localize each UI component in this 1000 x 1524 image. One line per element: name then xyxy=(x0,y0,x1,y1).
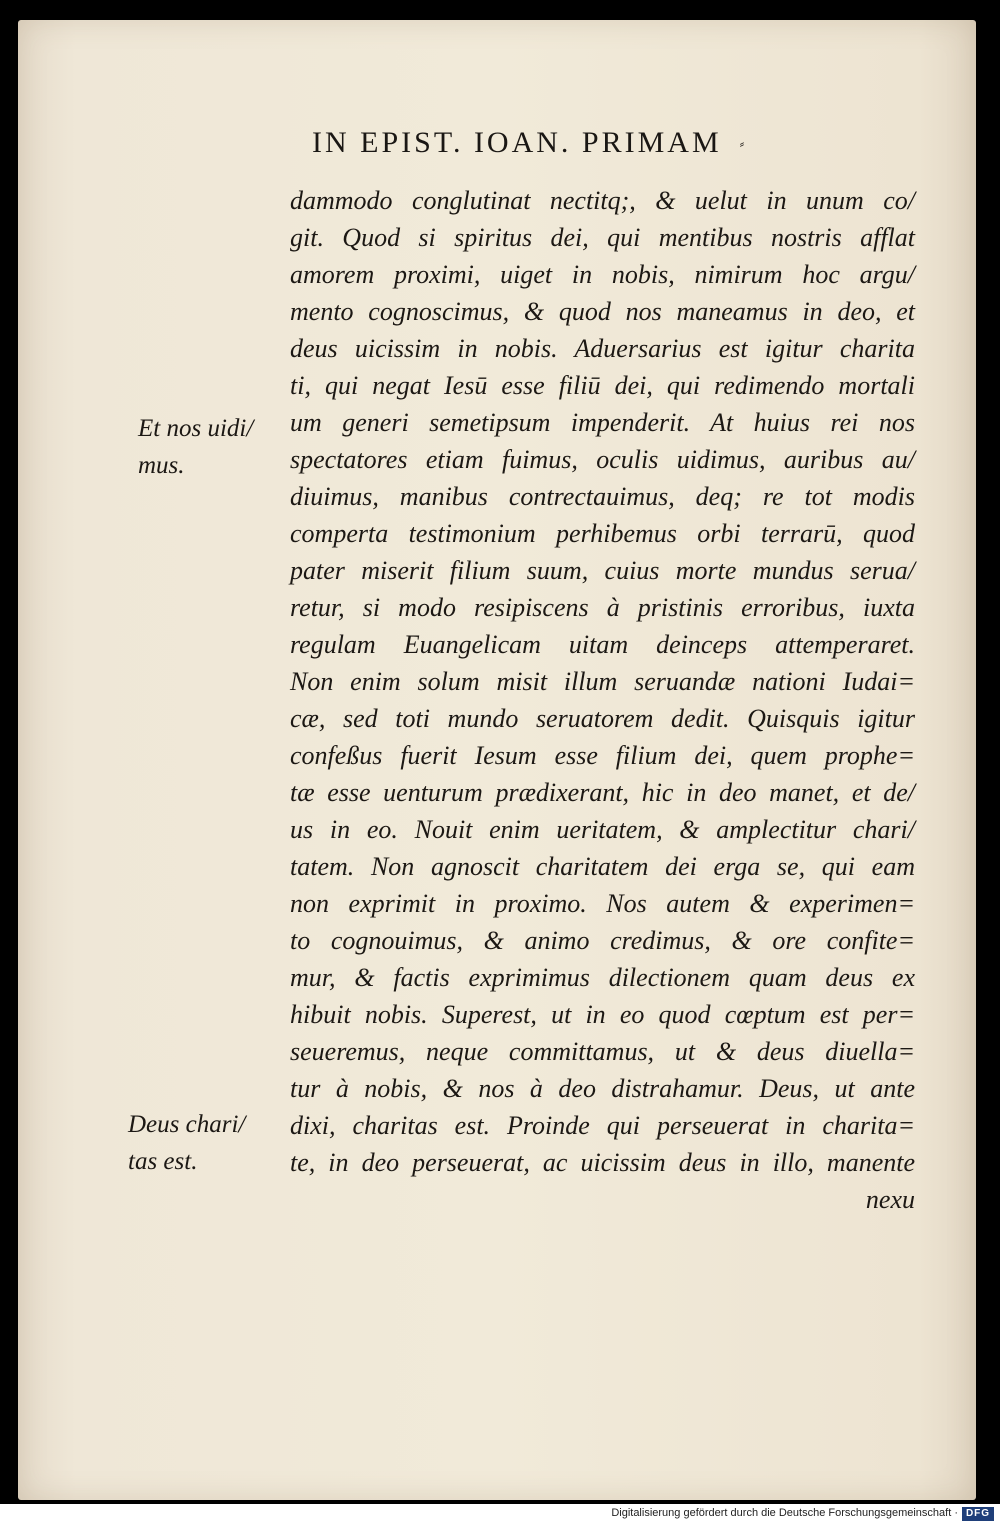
text-line: hibuit nobis. Superest, ut in eo quod cœptum est per= xyxy=(290,1000,915,1029)
margin-note-line: mus. xyxy=(138,452,185,479)
text-line: te, in deo perseuerat, ac uicissim deus in illo, manente xyxy=(290,1148,915,1177)
text-line: git. Quod si spiritus dei, qui mentibus nostris afflat xyxy=(290,223,915,252)
footer-bar xyxy=(0,1504,1000,1524)
text-line: Non enim solum misit illum seruandæ nationi Iudai= xyxy=(290,667,915,696)
running-head xyxy=(312,126,872,160)
footer-credit: Digitalisierung gefördert durch die Deutsche Forschungsgemeinschaft · xyxy=(611,1507,958,1519)
text-line: tur à nobis, & nos à deo distrahamur. Deus, ut ante xyxy=(290,1074,915,1103)
text-line: dammodo conglutinat nectitq;, & uelut in unum co/ xyxy=(290,186,915,215)
catchword: nexu xyxy=(865,1185,915,1214)
margin-note-line: Deus chari/ xyxy=(128,1111,246,1138)
text-line: dixi, charitas est. Proinde qui perseuerat in charita= xyxy=(290,1111,915,1140)
text-line: um generi semetipsum impenderit. At huius rei nos xyxy=(290,408,915,437)
text-line: seueremus, neque committamus, ut & deus diuella= xyxy=(290,1037,915,1066)
text-line: comperta testimonium perhibemus orbi terrarū, quod xyxy=(290,519,915,548)
text-line: non exprimit in proximo. Nos autem & experimen= xyxy=(290,889,915,918)
text-line: retur, si modo resipiscens à pristinis erroribus, iuxta xyxy=(290,593,915,622)
text-line: regulam Euangelicam uitam deinceps attemperaret. xyxy=(290,630,915,659)
margin-note-et-nos-uidimus xyxy=(138,410,288,484)
text-line: confeßus fuerit Iesum esse filium dei, quem prophe= xyxy=(290,741,915,770)
text-line: to cognouimus, & animo credimus, & ore confite= xyxy=(290,926,915,955)
text-line: mento cognoscimus, & quod nos maneamus in deo, et xyxy=(290,297,915,326)
text-line: tæ esse uenturum prædixerant, hic in deo manet, et de/ xyxy=(290,778,915,807)
text-line: mur, & factis exprimimus dilectionem quam deus ex xyxy=(290,963,915,992)
text-line: pater miserit filium suum, cuius morte mundus serua/ xyxy=(290,556,915,585)
text-line: us in eo. Nouit enim ueritatem, & amplectitur chari/ xyxy=(290,815,915,844)
text-line: tatem. Non agnoscit charitatem dei erga se, qui eam xyxy=(290,852,915,881)
text-line: spectatores etiam fuimus, oculis uidimus, auribus au/ xyxy=(290,445,915,474)
text-line: diuimus, manibus contrectauimus, deq; re tot modis xyxy=(290,482,915,511)
dfg-logo: DFG xyxy=(962,1507,994,1521)
margin-note-deus-charitas-est xyxy=(128,1106,278,1180)
text-line: deus uicissim in nobis. Aduersarius est igitur charita xyxy=(290,334,915,363)
margin-note-line: tas est. xyxy=(128,1148,198,1175)
text-line: cæ, sed toti mundo seruatorem dedit. Quisquis igitur xyxy=(290,704,915,733)
text-line: ti, qui negat Iesū esse filiū dei, qui redimendo mortali xyxy=(290,371,915,400)
text-line: amorem proximi, uiget in nobis, nimirum hoc argu/ xyxy=(290,260,915,289)
body-text xyxy=(290,182,915,1218)
margin-note-line: Et nos uidi/ xyxy=(138,415,254,442)
running-head-text: IN EPIST. IOAN. PRIMAM xyxy=(312,126,722,159)
running-head-mark: ⸗ xyxy=(739,137,748,153)
